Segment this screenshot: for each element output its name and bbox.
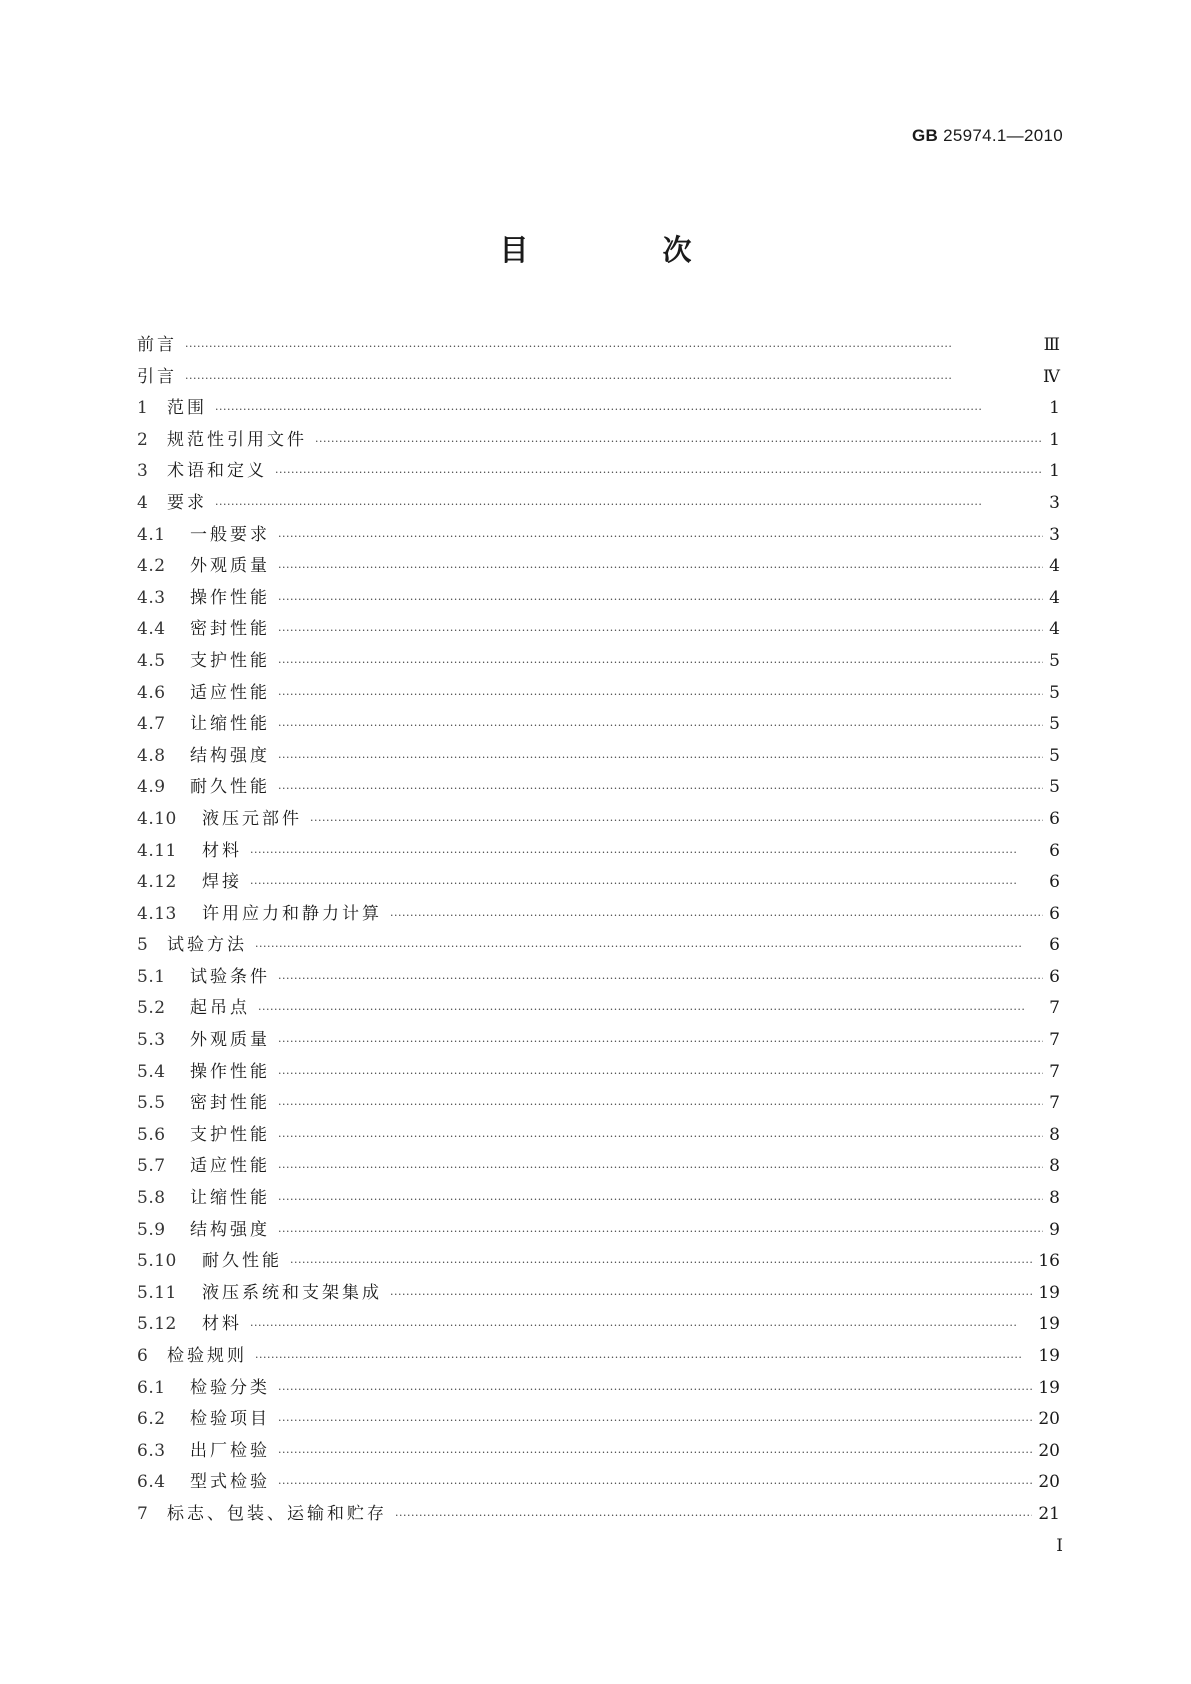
toc-entry-label: 一般要求 [190, 524, 270, 545]
dot-leader [255, 1342, 1032, 1374]
toc-entry-number: 5 [137, 935, 149, 956]
toc-entry-number: 5.3 [137, 1030, 166, 1051]
dot-leader [185, 331, 1038, 363]
toc-entry[interactable] [137, 1151, 1060, 1183]
toc-entry-label: 范围 [167, 398, 207, 419]
toc-entry-number: 6.3 [137, 1440, 166, 1461]
toc-entry-page: 4 [1049, 587, 1060, 608]
toc-entry[interactable] [137, 741, 1060, 773]
toc-entry-number: 4.13 [137, 903, 177, 924]
toc-entry-number: 5.10 [137, 1251, 177, 1272]
toc-entry[interactable] [137, 583, 1060, 615]
dot-leader [275, 457, 1043, 489]
toc-entry-number: 4.9 [137, 777, 166, 798]
toc-entry-page: 21 [1038, 1503, 1060, 1524]
toc-entry-label: 材料 [202, 1314, 242, 1335]
toc-entry-label: 液压元部件 [202, 808, 302, 829]
toc-entry-label: 术语和定义 [167, 461, 267, 482]
dot-leader [250, 868, 1043, 900]
toc-entry-page: 4 [1049, 619, 1060, 640]
toc-entry-page: Ⅳ [1043, 366, 1060, 387]
toc-entry-page: 20 [1038, 1440, 1060, 1461]
toc-entry-label: 适应性能 [190, 682, 270, 703]
toc-entry-number: 4.11 [137, 840, 177, 861]
dot-leader [278, 647, 1043, 679]
toc-entry[interactable] [137, 867, 1060, 899]
toc-entry[interactable] [137, 1309, 1060, 1341]
toc-entry-number: 5.2 [137, 998, 166, 1019]
toc-entry[interactable] [137, 1341, 1060, 1373]
toc-entry-page: Ⅲ [1043, 335, 1060, 355]
dot-leader [278, 742, 1043, 774]
toc-entry-page: 6 [1049, 808, 1060, 829]
toc-entry-label: 让缩性能 [190, 1188, 270, 1209]
toc-entry[interactable] [137, 614, 1060, 646]
dot-leader [278, 552, 1043, 584]
toc-entry[interactable] [137, 488, 1060, 520]
toc-entry-page: 19 [1038, 1314, 1060, 1335]
toc-entry-label: 支护性能 [190, 650, 270, 671]
toc-entry-number: 5.4 [137, 1061, 166, 1082]
dot-leader [310, 805, 1043, 837]
toc-entry[interactable] [137, 393, 1060, 425]
toc-entry-page: 19 [1038, 1377, 1060, 1398]
dot-leader [215, 394, 1043, 426]
toc-entry-number: 2 [137, 429, 149, 450]
toc-entry-label: 外观质量 [190, 556, 270, 577]
toc-entry-page: 6 [1049, 840, 1060, 861]
toc-entry-label: 前言 [137, 335, 177, 355]
toc-entry[interactable] [137, 930, 1060, 962]
toc-entry[interactable] [137, 456, 1060, 488]
toc-entry-page: 20 [1038, 1409, 1060, 1430]
toc-entry[interactable] [137, 772, 1060, 804]
toc-entry[interactable] [137, 836, 1060, 868]
dot-leader [278, 1437, 1032, 1469]
toc-entry-page: 19 [1038, 1346, 1060, 1366]
toc-entry-number: 5.6 [137, 1124, 166, 1145]
toc-entry-number: 5.5 [137, 1093, 166, 1114]
toc-entry[interactable] [137, 1215, 1060, 1247]
toc-entry[interactable] [137, 330, 1060, 362]
toc-entry-label: 支护性能 [190, 1124, 270, 1145]
dot-leader [390, 1279, 1032, 1311]
toc-entry[interactable] [137, 678, 1060, 710]
toc-entry-label: 起吊点 [190, 998, 250, 1019]
toc-entry-label: 试验方法 [167, 935, 247, 956]
toc-entry-number: 4.4 [137, 619, 166, 640]
toc-entry-label: 适应性能 [190, 1156, 270, 1177]
dot-leader [278, 1184, 1043, 1216]
toc-entry-number: 4.3 [137, 587, 166, 608]
toc-entry-number: 7 [137, 1503, 149, 1524]
toc-entry-label: 材料 [202, 840, 242, 861]
toc-entry-number: 4.10 [137, 808, 177, 829]
toc-entry-label: 检验规则 [167, 1346, 247, 1366]
toc-entry-page: 8 [1049, 1156, 1060, 1177]
toc-entry-label: 许用应力和静力计算 [202, 903, 382, 924]
toc-entry-label: 检验项目 [190, 1409, 270, 1430]
toc-entry-label: 出厂检验 [190, 1440, 270, 1461]
toc-entry[interactable] [137, 899, 1060, 931]
toc-entry-page: 6 [1049, 966, 1060, 987]
toc-entry-number: 5.9 [137, 1219, 166, 1240]
toc-entry-label: 密封性能 [190, 619, 270, 640]
toc-entry[interactable] [137, 804, 1060, 836]
toc-entry[interactable] [137, 362, 1060, 394]
toc-entry[interactable] [137, 1404, 1060, 1436]
toc-entry-number: 6.1 [137, 1377, 166, 1398]
page-title: 目 次 [499, 233, 754, 267]
toc-entry[interactable] [137, 1436, 1060, 1468]
toc-entry-number: 4.8 [137, 745, 166, 766]
toc-entry[interactable] [137, 1499, 1060, 1531]
dot-leader [278, 1216, 1043, 1248]
toc-entry-page: 3 [1049, 524, 1060, 545]
toc-entry[interactable] [137, 1278, 1060, 1310]
dot-leader [278, 773, 1043, 805]
toc-entry-page: 1 [1049, 461, 1060, 482]
toc-entry[interactable] [137, 1120, 1060, 1152]
toc-entry-label: 规范性引用文件 [167, 429, 307, 450]
toc-entry-label: 焊接 [202, 872, 242, 893]
dot-leader [278, 1374, 1032, 1406]
dot-leader [278, 615, 1043, 647]
toc-entry[interactable] [137, 1183, 1060, 1215]
toc-entry-label: 操作性能 [190, 587, 270, 608]
toc-entry-label: 外观质量 [190, 1030, 270, 1051]
dot-leader [395, 1500, 1032, 1532]
dot-leader [278, 584, 1043, 616]
dot-leader [278, 1468, 1032, 1500]
toc-entry-page: 5 [1049, 777, 1060, 798]
toc-entry-number: 4.5 [137, 650, 166, 671]
toc-entry-page: 6 [1049, 872, 1060, 893]
toc-entry-label: 型式检验 [190, 1472, 270, 1493]
toc-entry-page: 6 [1049, 903, 1060, 924]
toc-entry-number: 6 [137, 1346, 149, 1366]
toc-entry-number: 6.2 [137, 1409, 166, 1430]
toc-entry-label: 引言 [137, 366, 177, 387]
toc-entry-page: 6 [1049, 935, 1060, 956]
toc-entry-number: 4.2 [137, 556, 166, 577]
toc-entry-label: 结构强度 [190, 745, 270, 766]
toc-entry-label: 标志、包装、运输和贮存 [167, 1503, 387, 1524]
toc-entry-page: 7 [1049, 1061, 1060, 1082]
toc-entry[interactable] [137, 1373, 1060, 1405]
toc-entry-page: 5 [1049, 682, 1060, 703]
toc-entry-page: 16 [1038, 1251, 1060, 1272]
toc-entry-page: 8 [1049, 1188, 1060, 1209]
toc-entry-number: 4.12 [137, 872, 177, 893]
toc-entry-page: 9 [1049, 1219, 1060, 1240]
toc-entry-page: 5 [1049, 714, 1060, 735]
dot-leader [215, 489, 1043, 521]
toc-entry[interactable] [137, 646, 1060, 678]
dot-leader [278, 1121, 1043, 1153]
toc-entry[interactable] [137, 962, 1060, 994]
toc-entry-number: 4.7 [137, 714, 166, 735]
dot-leader [258, 994, 1043, 1026]
dot-leader [255, 931, 1043, 963]
toc-entry-number: 4.1 [137, 524, 166, 545]
toc-entry[interactable] [137, 1088, 1060, 1120]
dot-leader [250, 837, 1043, 869]
dot-leader [278, 1405, 1032, 1437]
dot-leader [278, 1152, 1043, 1184]
toc-entry[interactable] [137, 993, 1060, 1025]
toc-entry[interactable] [137, 709, 1060, 741]
toc-entry[interactable] [137, 1025, 1060, 1057]
toc-entry-page: 5 [1049, 650, 1060, 671]
toc-entry[interactable] [137, 425, 1060, 457]
toc-entry-page: 20 [1038, 1472, 1060, 1493]
toc-entry-page: 8 [1049, 1124, 1060, 1145]
toc-entry-page: 7 [1049, 1030, 1060, 1051]
dot-leader [390, 900, 1043, 932]
toc-entry-page: 1 [1049, 398, 1060, 419]
dot-leader [315, 426, 1043, 458]
toc-entry-label: 结构强度 [190, 1219, 270, 1240]
toc-entry-label: 密封性能 [190, 1093, 270, 1114]
dot-leader [278, 963, 1043, 995]
toc-entry-page: 5 [1049, 745, 1060, 766]
toc-entry-page: 7 [1049, 1093, 1060, 1114]
toc-entry-page: 1 [1049, 429, 1060, 450]
dot-leader [278, 1089, 1043, 1121]
toc-entry[interactable] [137, 520, 1060, 552]
toc-entry-label: 检验分类 [190, 1377, 270, 1398]
dot-leader [278, 710, 1043, 742]
toc-entry-label: 要求 [167, 492, 207, 513]
dot-leader [278, 1026, 1043, 1058]
toc-entry-number: 6.4 [137, 1472, 166, 1493]
toc-entry-number: 5.12 [137, 1314, 177, 1335]
page-number: I [1056, 1536, 1063, 1556]
dot-leader [290, 1247, 1032, 1279]
table-of-contents [137, 330, 1060, 1531]
toc-entry-label: 耐久性能 [202, 1251, 282, 1272]
toc-entry-number: 4 [137, 492, 149, 513]
toc-entry-number: 3 [137, 461, 149, 482]
toc-entry-number: 5.7 [137, 1156, 166, 1177]
toc-entry-label: 让缩性能 [190, 714, 270, 735]
toc-entry-number: 5.11 [137, 1282, 177, 1303]
toc-entry-label: 耐久性能 [190, 777, 270, 798]
standard-code-number: 25974.1—2010 [943, 126, 1063, 145]
toc-entry[interactable] [137, 1467, 1060, 1499]
toc-entry[interactable] [137, 1246, 1060, 1278]
standard-code-prefix: GB [911, 126, 939, 145]
toc-entry-number: 1 [137, 398, 149, 419]
toc-entry-label: 操作性能 [190, 1061, 270, 1082]
toc-entry[interactable] [137, 551, 1060, 583]
toc-entry-page: 4 [1049, 556, 1060, 577]
toc-entry-page: 3 [1049, 492, 1060, 513]
toc-entry-page: 7 [1049, 998, 1060, 1019]
toc-entry-number: 4.6 [137, 682, 166, 703]
dot-leader [278, 1058, 1043, 1090]
toc-entry-page: 19 [1038, 1282, 1060, 1303]
toc-entry-label: 液压系统和支架集成 [202, 1282, 382, 1303]
dot-leader [278, 521, 1043, 553]
standard-code [820, 126, 1063, 146]
toc-entry-label: 试验条件 [190, 966, 270, 987]
toc-entry[interactable] [137, 1057, 1060, 1089]
dot-leader [185, 363, 1037, 395]
toc-entry-number: 5.1 [137, 966, 166, 987]
toc-entry-number: 5.8 [137, 1188, 166, 1209]
dot-leader [250, 1310, 1032, 1342]
dot-leader [278, 679, 1043, 711]
